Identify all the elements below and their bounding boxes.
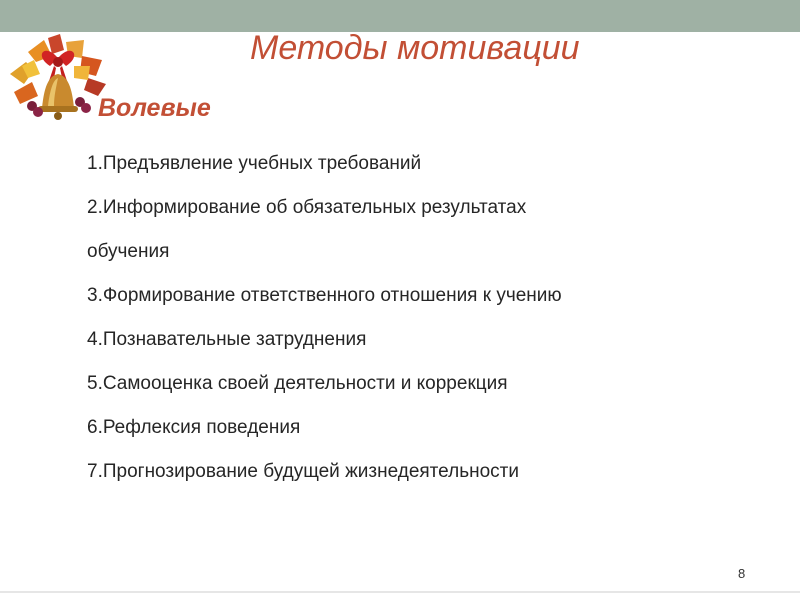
page-number: 8: [738, 566, 746, 581]
list-item: 4.Познавательные затруднения: [87, 329, 367, 350]
list-item: 7.Прогнозирование будущей жизнедеятельности: [87, 461, 519, 482]
list-item: 1.Предъявление учебных требований: [87, 153, 422, 174]
section-subtitle: Волевые: [98, 94, 211, 122]
bottom-divider: [0, 591, 800, 593]
methods-list: [87, 142, 777, 494]
slide-title: Методы мотивации: [250, 29, 580, 67]
list-item: 2.Информирование об обязательных результатах: [87, 197, 527, 218]
list-item: 3.Формирование ответственного отношения к учению: [87, 285, 562, 306]
list-item: обучения: [87, 241, 170, 262]
autumn-leaves-bell-icon: [4, 32, 112, 128]
list-item: 6.Рефлексия поведения: [87, 417, 301, 438]
list-item: 5.Самооценка своей деятельности и коррекция: [87, 373, 508, 394]
